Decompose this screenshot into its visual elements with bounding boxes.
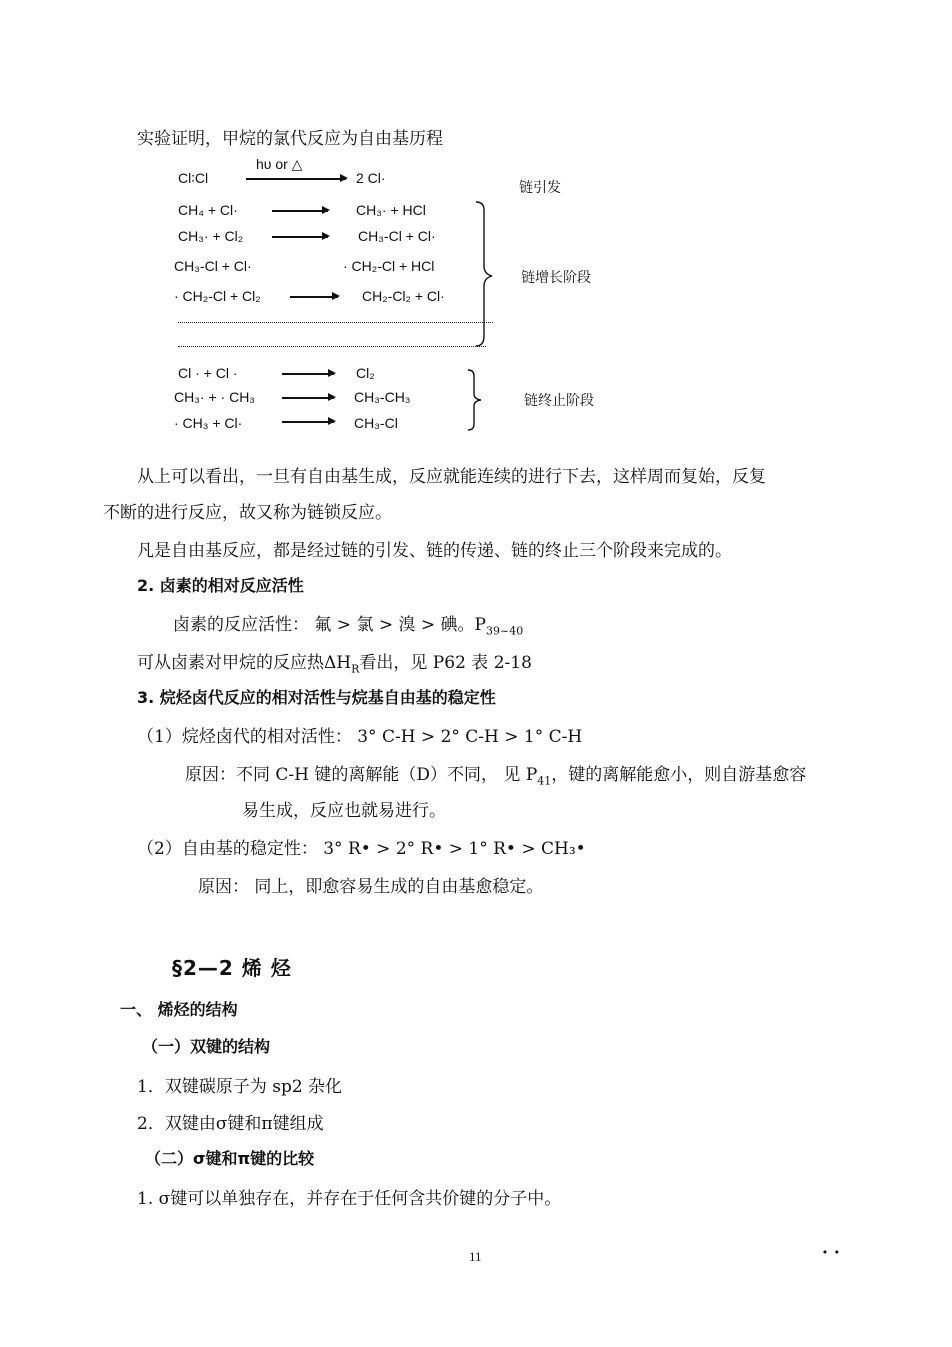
section-title: §2—2 烯 烃 (172, 956, 292, 980)
subsection-1-2-item-1: 1. σ键可以单独存在，并存在于任何含共价键的分子中。 (137, 1189, 562, 1209)
propagation-left-1: CH₄ + Cl· (178, 202, 238, 218)
intro-text: 实验证明，甲烷的氯代反应为自由基历程 (137, 129, 443, 149)
termination-left-3: · CH₃ + Cl· (174, 415, 243, 431)
propagation-arrow-1 (272, 210, 328, 212)
termination-right-3: CH₃-Cl (354, 415, 398, 431)
initiation-label: 链引发 (519, 179, 561, 195)
termination-arrow-2 (282, 397, 334, 399)
section-3-reason-1-cont: 易生成，反应也就易进行。 (242, 801, 446, 821)
propagation-right-1: CH₃· + HCl (356, 202, 426, 218)
dotted-separator-1 (178, 322, 493, 323)
termination-left-1: Cl · + Cl · (178, 365, 238, 381)
section-3-heading: 3. 烷烃卤代反应的相对活性与烷基自由基的稳定性 (137, 688, 496, 707)
termination-left-2: CH₃· + · CH₃ (174, 389, 256, 405)
paragraph-1-line-1: 从上可以看出，一旦有自由基生成，反应就能连续的进行下去，这样周而复始，反复 (137, 467, 766, 487)
propagation-right-4: CH₂-Cl₂ + Cl· (362, 288, 445, 304)
propagation-arrow-4 (290, 296, 338, 298)
propagation-left-3: CH₃-Cl + Cl· (174, 258, 252, 274)
termination-arrow-1 (282, 373, 334, 375)
subsection-1-2-heading: （二）σ键和π键的比较 (145, 1149, 315, 1168)
initiation-condition: hυ or △ (256, 156, 303, 172)
footer-marks: · · (822, 1243, 840, 1263)
page-number: 11 (469, 1249, 482, 1264)
propagation-arrow-2 (272, 236, 328, 238)
initiation-product: 2 Cl· (356, 170, 386, 186)
propagation-left-4: · CH₂-Cl + Cl₂ (174, 288, 261, 304)
subsection-1-1-heading: （一）双键的结构 (142, 1037, 271, 1056)
propagation-brace (474, 200, 496, 350)
initiation-arrow (246, 178, 346, 180)
section-2-heading: 2. 卤素的相对反应活性 (137, 576, 304, 595)
termination-brace (466, 368, 486, 432)
subsection-1-heading: 一、 烯烃的结构 (120, 1000, 238, 1019)
subsection-1-1-item-1: 1．双键碳原子为 sp2 杂化 (137, 1077, 343, 1097)
paragraph-1-line-2: 不断的进行反应，故又称为链锁反应。 (103, 503, 392, 523)
section-3-item-2: （2）自由基的稳定性： 3° R• > 2° R• > 1° R• > CH₃• (137, 839, 586, 859)
termination-label: 链终止阶段 (524, 392, 594, 408)
subsection-1-1-item-2: 2．双键由σ键和π键组成 (137, 1114, 324, 1134)
propagation-label: 链增长阶段 (521, 269, 591, 285)
section-2-line-2: 可从卤素对甲烷的反应热$\Delta H_R$看出，见 P62 表 2-18 (137, 653, 532, 676)
paragraph-2: 凡是自由基反应，都是经过链的引发、链的传递、链的终止三个阶段来完成的。 (137, 541, 732, 561)
propagation-right-2: CH₃-Cl + Cl· (358, 228, 436, 244)
section-3-reason-1: 原因：不同 C-H 键的离解能（D）不同， 见 $P_{41}$，键的离解能愈小，则自游基愈容 (185, 765, 807, 788)
termination-right-2: CH₃-CH₃ (354, 389, 411, 405)
propagation-right-3: · CH₂-Cl + HCl (343, 258, 435, 274)
dotted-separator-2 (178, 346, 486, 347)
section-3-reason-2: 原因： 同上，即愈容易生成的自由基愈稳定。 (198, 877, 544, 897)
section-3-item-1: （1）烷烃卤代的相对活性： 3° C-H > 2° C-H > 1° C-H (137, 727, 583, 747)
initiation-reactant: Cl∶Cl (178, 170, 209, 186)
section-2-line-1: 卤素的反应活性： 氟 > 氯 > 溴 > 碘。$P_{39\sim 40}$ (173, 615, 524, 638)
propagation-left-2: CH₃· + Cl₂ (178, 228, 244, 244)
termination-right-1: Cl₂ (356, 365, 375, 381)
termination-arrow-3 (282, 421, 334, 423)
